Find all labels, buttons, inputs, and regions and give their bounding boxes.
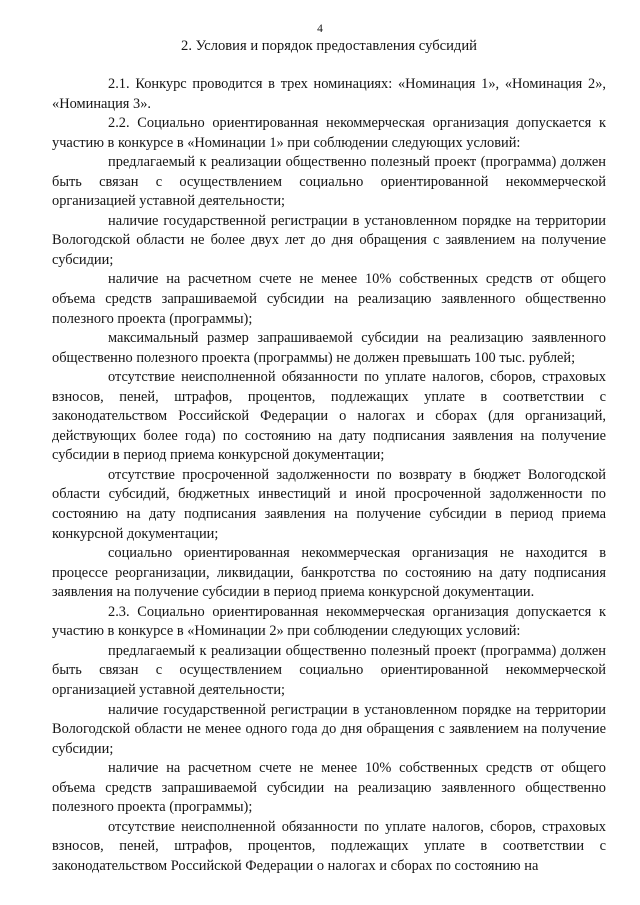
condition-item: наличие государственной регистрации в установленном порядке на территории Вологодской области не более двух лет до дня обращения с заявлением на получение субсидии; [52,212,606,268]
condition-item: отсутствие просроченной задолженности по возврату в бюджет Вологодской области субсидий, бюджетных инвестиций и иной просроченной задолженности по состоянию на дату подписания заявления на получение субсидии в период приема конкурсной документации; [52,466,606,542]
paragraph-2-2: 2.2. Социально ориентированная некоммерческая организация допускается к участию в конкурсе в «Номинации 1» при соблюдении следующих условий: [52,115,606,151]
condition-item: максимальный размер запрашиваемой субсидии на реализацию заявленного общественно полезного проекта (программы) не должен превышать 100 тыс. рублей; [52,330,606,366]
section-title: 2. Условия и порядок предоставления субсидий [181,38,477,54]
paragraph-2-1: 2.1. Конкурс проводится в трех номинациях: «Номинация 1», «Номинация 2», «Номинация 3». [52,76,606,112]
condition-item: предлагаемый к реализации общественно полезный проект (программа) должен быть связан с осуществлением социально ориентированной некоммерческой организацией уставной деятельности; [52,642,606,698]
condition-item: наличие на расчетном счете не менее 10% собственных средств от общего объема средств запрашиваемой субсидии на реализацию заявленного общественно полезного проекта (программы); [52,271,606,327]
condition-item: наличие на расчетном счете не менее 10% собственных средств от общего объема средств запрашиваемой субсидии на реализацию заявленного общественно полезного проекта (программы); [52,760,606,816]
document-body [52,75,606,876]
condition-item: отсутствие неисполненной обязанности по уплате налогов, сборов, страховых взносов, пеней, штрафов, процентов, подлежащих уплате в соответствии с законодательством Российской Федерации о налогах и сборах (для организаций, действующих более года) по состоянию на дату подписания заявления на получение субсидии в период приема конкурсной документации; [52,369,606,464]
condition-item: отсутствие неисполненной обязанности по уплате налогов, сборов, страховых взносов, пеней, штрафов, процентов, подлежащих уплате в соответствии с законодательством Российской Федерации о налогах и сборах по состоянию на [52,818,606,874]
condition-item: социально ориентированная некоммерческая организация не находится в процессе реорганизации, ликвидации, банкротства по состоянию на дату подписания заявления на получение субсидии в период приема конкурсной документации. [52,545,606,601]
condition-item: предлагаемый к реализации общественно полезный проект (программа) должен быть связан с осуществлением социально ориентированной некоммерческой организацией уставной деятельности; [52,154,606,210]
condition-item: наличие государственной регистрации в установленном порядке на территории Вологодской области не менее одного года до дня обращения с заявлением на получение субсидии; [52,701,606,757]
paragraph-2-3: 2.3. Социально ориентированная некоммерческая организация допускается к участию в конкурсе в «Номинации 2» при соблюдении следующих условий: [52,603,606,640]
page-number: 4 [317,23,323,35]
